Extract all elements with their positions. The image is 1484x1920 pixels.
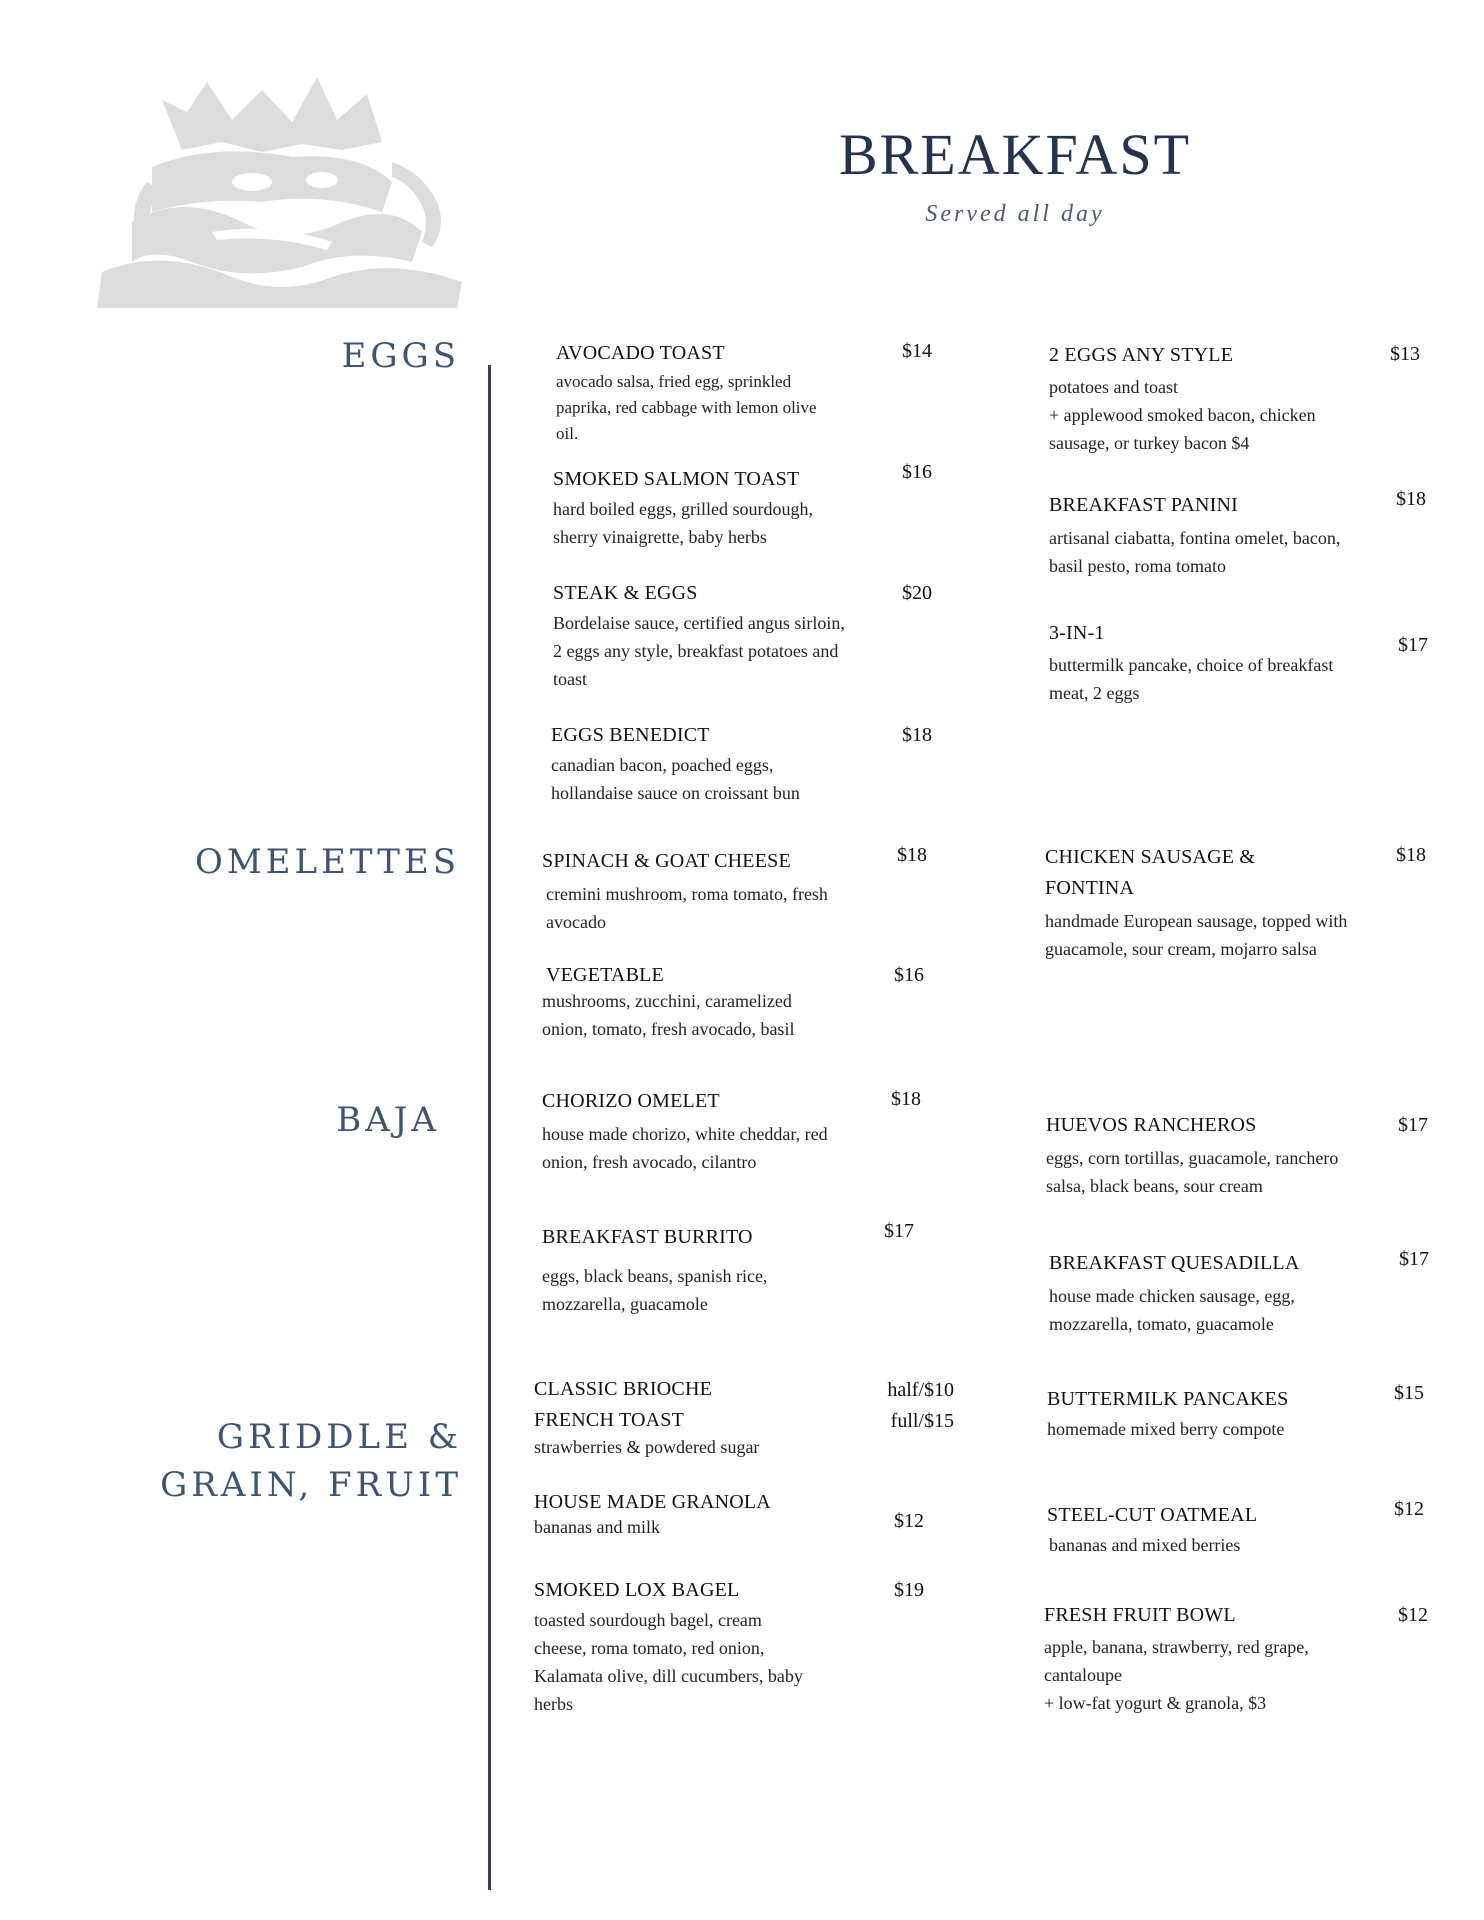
item-desc: homemade mixed berry compote <box>1047 1419 1285 1439</box>
item-name: FONTINA <box>1045 877 1135 899</box>
item-desc: toast <box>553 669 587 689</box>
item-name: SPINACH & GOAT CHEESE <box>542 850 791 872</box>
item-price: $14 <box>902 340 932 362</box>
item-desc: cremini mushroom, roma tomato, fresh <box>546 884 828 904</box>
menu-item <box>1044 1600 1404 1717</box>
item-name: CLASSIC BRIOCHE <box>534 1378 713 1400</box>
item-name: FRENCH TOAST <box>534 1409 685 1431</box>
menu-item <box>1046 1110 1416 1200</box>
item-name: CHICKEN SAUSAGE & <box>1045 846 1256 868</box>
item-price: $16 <box>894 964 924 986</box>
menu-item <box>542 960 882 1043</box>
item-desc: avocado <box>546 912 606 932</box>
item-desc: salsa, black beans, sour cream <box>1046 1176 1263 1196</box>
item-name: STEEL-CUT OATMEAL <box>1047 1504 1258 1526</box>
item-name: 3-IN-1 <box>1049 622 1105 644</box>
item-price-half: half/$10 <box>887 1379 954 1401</box>
item-name: BREAKFAST QUESADILLA <box>1049 1252 1300 1274</box>
menu-item <box>556 338 896 447</box>
item-price: $12 <box>894 1510 924 1532</box>
menu-item <box>1047 1384 1377 1443</box>
item-desc: canadian bacon, poached eggs, <box>551 755 774 775</box>
item-price: $17 <box>1398 1114 1428 1136</box>
section-heading-eggs: EGGS <box>341 336 460 376</box>
menu-item <box>1049 490 1409 580</box>
item-name: 2 EGGS ANY STYLE <box>1049 344 1234 366</box>
item-desc: paprika, red cabbage with lemon olive <box>556 398 817 417</box>
item-desc: house made chorizo, white cheddar, red <box>542 1124 828 1144</box>
item-desc: basil pesto, roma tomato <box>1049 556 1226 576</box>
menu-title: BREAKFAST <box>838 122 1192 187</box>
item-price: $17 <box>884 1220 914 1242</box>
item-price: $18 <box>897 844 927 866</box>
item-desc: bananas and milk <box>534 1517 660 1537</box>
item-name: SMOKED LOX BAGEL <box>534 1579 740 1601</box>
item-desc: strawberries & powdered sugar <box>534 1437 760 1457</box>
section-heading-griddle <box>42 1413 462 1509</box>
item-desc: mushrooms, zucchini, caramelized <box>542 991 792 1011</box>
item-name: BREAKFAST PANINI <box>1049 494 1238 516</box>
item-desc: buttermilk pancake, choice of breakfast <box>1049 655 1334 675</box>
item-desc: bananas and mixed berries <box>1049 1535 1241 1555</box>
menu-subtitle: Served all day <box>925 201 1105 227</box>
item-desc: + low-fat yogurt & granola, $3 <box>1044 1693 1267 1713</box>
item-price: $17 <box>1399 1248 1429 1270</box>
item-desc: oil. <box>556 424 579 443</box>
menu-item <box>534 1487 864 1541</box>
menu-item <box>1049 618 1409 707</box>
menu-item <box>534 1374 874 1461</box>
item-desc: Kalamata olive, dill cucumbers, baby <box>534 1666 803 1686</box>
item-desc: meat, 2 eggs <box>1049 683 1140 703</box>
item-desc: house made chicken sausage, egg, <box>1049 1286 1295 1306</box>
item-desc: mozzarella, tomato, guacamole <box>1049 1314 1274 1334</box>
item-desc: handmade European sausage, topped with <box>1045 911 1348 931</box>
item-name: VEGETABLE <box>546 964 664 986</box>
section-heading-griddle-line2: GRAIN, FRUIT <box>160 1465 462 1505</box>
menu-item <box>1049 1248 1409 1338</box>
item-desc: herbs <box>534 1694 573 1714</box>
item-price: $12 <box>1398 1604 1428 1626</box>
item-name: AVOCADO TOAST <box>556 342 725 364</box>
item-desc: hollandaise sauce on croissant bun <box>551 783 800 803</box>
item-desc: eggs, black beans, spanish rice, <box>542 1266 768 1286</box>
item-desc: mozzarella, guacamole <box>542 1294 708 1314</box>
item-name: BREAKFAST BURRITO <box>542 1226 753 1248</box>
item-price: $18 <box>891 1088 921 1110</box>
item-desc: + applewood smoked bacon, chicken <box>1049 405 1316 425</box>
item-price: $17 <box>1398 634 1428 656</box>
item-desc: Bordelaise sauce, certified angus sirloin, <box>553 613 845 633</box>
item-price-full: full/$15 <box>890 1410 954 1432</box>
section-heading-omelettes: OMELETTES <box>194 842 460 882</box>
item-desc: guacamole, sour cream, mojarro salsa <box>1045 939 1317 959</box>
item-desc: hard boiled eggs, grilled sourdough, <box>553 499 813 519</box>
item-desc: toasted sourdough bagel, cream <box>534 1610 762 1630</box>
item-desc: cheese, roma tomato, red onion, <box>534 1638 765 1658</box>
item-price: $16 <box>902 461 932 483</box>
item-price: $20 <box>902 582 932 604</box>
item-name: BUTTERMILK PANCAKES <box>1047 1388 1289 1410</box>
item-desc: sherry vinaigrette, baby herbs <box>553 527 767 547</box>
item-desc: sausage, or turkey bacon $4 <box>1049 433 1250 453</box>
item-price: $13 <box>1390 343 1420 365</box>
item-price: $18 <box>902 724 932 746</box>
item-name: STEAK & EGGS <box>553 582 698 604</box>
item-price <box>874 1375 954 1437</box>
item-desc: cantaloupe <box>1044 1665 1122 1685</box>
item-desc: onion, tomato, fresh avocado, basil <box>542 1019 795 1039</box>
item-desc: onion, fresh avocado, cilantro <box>542 1152 757 1172</box>
item-name: FRESH FRUIT BOWL <box>1044 1604 1236 1626</box>
crowned-lion-crest-logo <box>92 72 472 308</box>
menu-item <box>542 1222 892 1318</box>
menu-item <box>542 1086 892 1176</box>
item-desc: apple, banana, strawberry, red grape, <box>1044 1637 1309 1657</box>
item-name: HUEVOS RANCHEROS <box>1046 1114 1257 1136</box>
section-heading-griddle-line1: GRIDDLE & <box>216 1417 462 1457</box>
item-desc: artisanal ciabatta, fontina omelet, bacon, <box>1049 528 1341 548</box>
item-price: $12 <box>1394 1498 1424 1520</box>
menu-item <box>553 578 903 693</box>
menu-item <box>553 464 893 551</box>
item-price: $19 <box>894 1579 924 1601</box>
item-name: SMOKED SALMON TOAST <box>553 468 800 490</box>
item-desc: 2 eggs any style, breakfast potatoes and <box>553 641 839 661</box>
section-heading-baja: BAJA <box>336 1100 440 1140</box>
item-price: $18 <box>1396 844 1426 866</box>
menu-item <box>551 720 891 807</box>
item-price: $15 <box>1394 1382 1424 1404</box>
item-desc: potatoes and toast <box>1049 377 1178 397</box>
menu-item <box>1049 340 1389 457</box>
menu-item <box>534 1575 874 1718</box>
menu-item <box>542 846 892 936</box>
item-desc: eggs, corn tortillas, guacamole, ranchero <box>1046 1148 1339 1168</box>
item-desc: avocado salsa, fried egg, sprinkled <box>556 372 792 391</box>
item-name: CHORIZO OMELET <box>542 1090 720 1112</box>
menu-item <box>1045 842 1415 963</box>
item-price: $18 <box>1396 488 1426 510</box>
section-divider-line <box>488 365 491 1890</box>
item-name: EGGS BENEDICT <box>551 724 710 746</box>
item-name: HOUSE MADE GRANOLA <box>534 1491 771 1513</box>
menu-item <box>1047 1500 1377 1559</box>
